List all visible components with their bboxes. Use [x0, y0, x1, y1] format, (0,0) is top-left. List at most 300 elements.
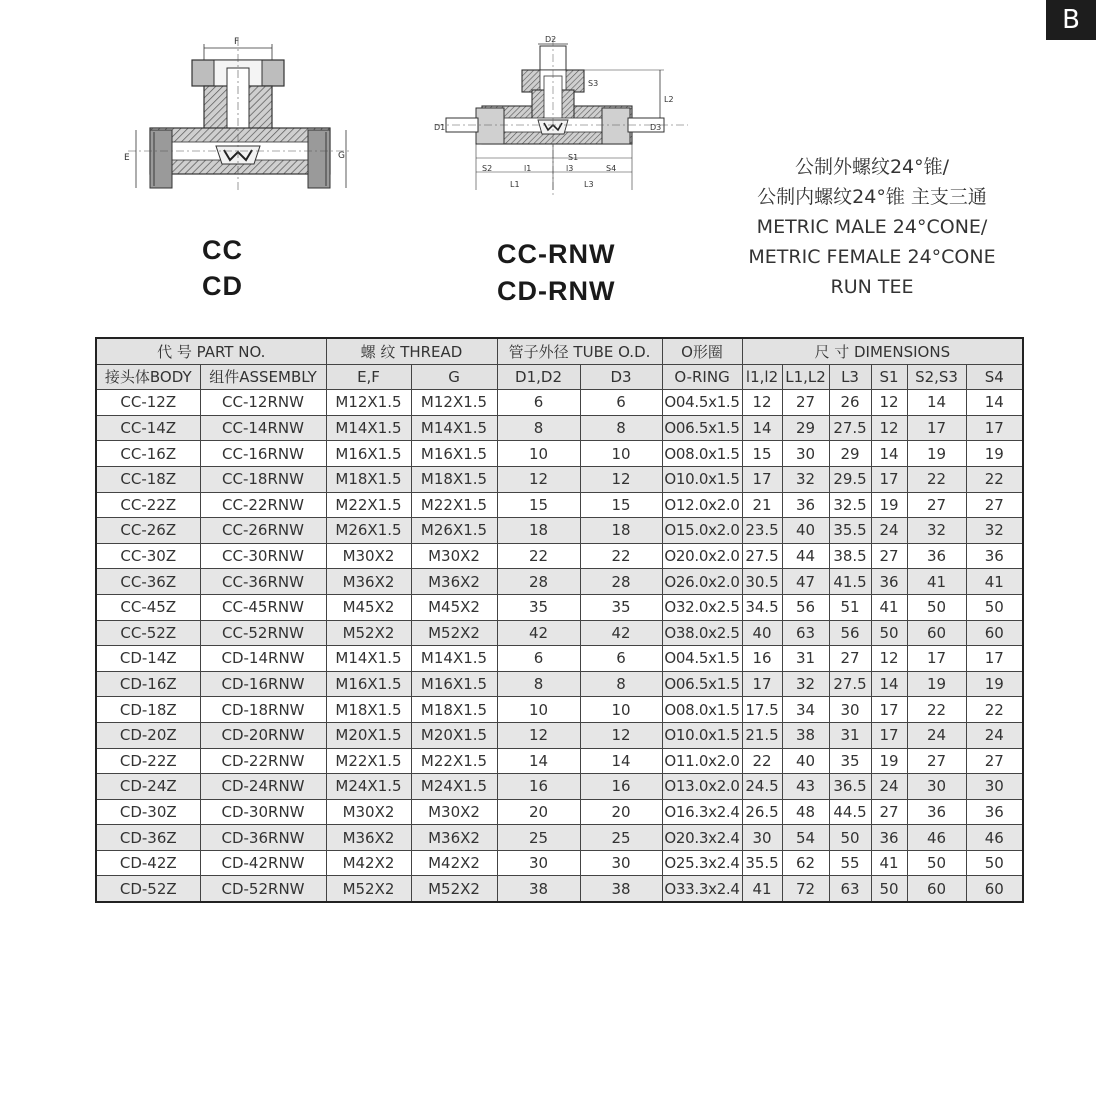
table-cell: 29 [829, 441, 871, 467]
dim-d1-label: D1 [434, 123, 446, 132]
description-line: 公制外螺纹24°锥/ [794, 156, 950, 178]
model-cc: CC [202, 235, 243, 265]
table-cell: 12 [871, 646, 907, 672]
table-cell: 27.5 [829, 671, 871, 697]
table-cell: 27 [907, 492, 966, 518]
table-cell: CC-36Z [96, 569, 200, 595]
column-header: D1,D2 [497, 364, 580, 390]
table-cell: 40 [782, 748, 829, 774]
table-cell: O12.0x2.0 [662, 492, 742, 518]
table-cell: O38.0x2.5 [662, 620, 742, 646]
table-cell: M20X1.5 [326, 722, 411, 748]
table-cell: 15 [580, 492, 662, 518]
table-cell: 34 [782, 697, 829, 723]
description-line: RUN TEE [830, 276, 914, 298]
table-cell: 17 [742, 466, 782, 492]
table-cell: 6 [497, 646, 580, 672]
table-row [96, 850, 1023, 876]
column-header: L3 [829, 364, 871, 390]
table-cell: O20.0x2.0 [662, 543, 742, 569]
table-cell: M18X1.5 [411, 466, 497, 492]
tee-assembly-drawing [432, 30, 692, 200]
table-cell: CC-22Z [96, 492, 200, 518]
table-row [96, 697, 1023, 723]
tee-body-drawing [118, 28, 363, 203]
table-cell: CD-20RNW [200, 722, 326, 748]
table-cell: O16.3x2.4 [662, 799, 742, 825]
table-cell: 16 [497, 774, 580, 800]
table-cell: 6 [580, 390, 662, 416]
table-cell: 27 [871, 799, 907, 825]
table-cell: 41 [871, 850, 907, 876]
table-cell: 38 [580, 876, 662, 902]
table-row [96, 415, 1023, 441]
header-tube-od: 管子外径 TUBE O.D. [497, 338, 662, 364]
table-row [96, 466, 1023, 492]
table-cell: CD-30RNW [200, 799, 326, 825]
table-cell: 24 [871, 518, 907, 544]
table-cell: 28 [580, 569, 662, 595]
table-cell: 8 [497, 415, 580, 441]
table-cell: 24 [871, 774, 907, 800]
table-cell: 27 [907, 748, 966, 774]
table-row [96, 825, 1023, 851]
table-cell: M36X2 [326, 825, 411, 851]
header-thread: 螺 纹 THREAD [326, 338, 497, 364]
table-cell: 17 [907, 646, 966, 672]
table-cell: 17 [966, 415, 1023, 441]
table-cell: M42X2 [411, 850, 497, 876]
table-cell: 17 [871, 697, 907, 723]
table-cell: 60 [966, 620, 1023, 646]
header-dimensions: 尺 寸 DIMENSIONS [742, 338, 1023, 364]
table-cell: 14 [966, 390, 1023, 416]
dim-d3-label: D3 [650, 123, 662, 132]
table-cell: 21 [742, 492, 782, 518]
table-cell: 38 [782, 722, 829, 748]
table-cell: M45X2 [411, 594, 497, 620]
table-cell: CC-16RNW [200, 441, 326, 467]
table-cell: 20 [497, 799, 580, 825]
table-cell: 15 [497, 492, 580, 518]
table-cell: 20 [580, 799, 662, 825]
table-row [96, 774, 1023, 800]
table-cell: 19 [871, 748, 907, 774]
table-cell: CC-45RNW [200, 594, 326, 620]
table-cell: CC-14RNW [200, 415, 326, 441]
table-cell: 16 [742, 646, 782, 672]
table-cell: 36 [871, 825, 907, 851]
table-cell: 14 [871, 441, 907, 467]
table-cell: 30 [742, 825, 782, 851]
table-cell: 14 [742, 415, 782, 441]
table-row [96, 620, 1023, 646]
table-cell: M18X1.5 [326, 697, 411, 723]
table-cell: 36 [907, 799, 966, 825]
table-cell: 29.5 [829, 466, 871, 492]
table-cell: 15 [742, 441, 782, 467]
dim-s2-label: S2 [482, 164, 493, 173]
dim-s4-label: S4 [606, 164, 617, 173]
table-cell: O15.0x2.0 [662, 518, 742, 544]
table-cell: 17 [871, 466, 907, 492]
header-part-no: 代 号 PART NO. [96, 338, 326, 364]
dim-g-label: G [338, 151, 345, 161]
table-cell: 56 [829, 620, 871, 646]
table-cell: 50 [829, 825, 871, 851]
header-oring-cn: O形圈 [662, 338, 742, 364]
table-cell: 55 [829, 850, 871, 876]
table-cell: 22 [580, 543, 662, 569]
table-cell: 8 [497, 671, 580, 697]
table-cell: 36 [907, 543, 966, 569]
table-cell: M22X1.5 [326, 492, 411, 518]
table-cell: 47 [782, 569, 829, 595]
table-cell: 44.5 [829, 799, 871, 825]
table-cell: 50 [966, 594, 1023, 620]
table-cell: 32 [966, 518, 1023, 544]
table-cell: M52X2 [326, 876, 411, 902]
table-cell: 12 [742, 390, 782, 416]
table-cell: CC-12RNW [200, 390, 326, 416]
table-cell: O06.5x1.5 [662, 415, 742, 441]
table-cell: O33.3x2.4 [662, 876, 742, 902]
table-cell: 12 [580, 722, 662, 748]
table-cell: M12X1.5 [411, 390, 497, 416]
table-row [96, 441, 1023, 467]
table-cell: 22 [966, 697, 1023, 723]
table-cell: M18X1.5 [326, 466, 411, 492]
table-cell: 14 [907, 390, 966, 416]
table-cell: 50 [907, 850, 966, 876]
table-cell: 36 [871, 569, 907, 595]
table-row [96, 518, 1023, 544]
table-cell: CC-36RNW [200, 569, 326, 595]
table-cell: M16X1.5 [411, 441, 497, 467]
table-cell: M36X2 [326, 569, 411, 595]
table-cell: 19 [966, 671, 1023, 697]
column-header: 接头体BODY [96, 364, 200, 390]
table-cell: 38 [497, 876, 580, 902]
table-cell: 41 [742, 876, 782, 902]
table-cell: 46 [966, 825, 1023, 851]
table-cell: O32.0x2.5 [662, 594, 742, 620]
table-cell: 50 [871, 876, 907, 902]
table-cell: 22 [742, 748, 782, 774]
table-cell: CD-16Z [96, 671, 200, 697]
table-cell: O13.0x2.0 [662, 774, 742, 800]
table-cell: 60 [907, 876, 966, 902]
description-line: METRIC MALE 24°CONE/ [756, 216, 988, 238]
table-cell: 10 [497, 441, 580, 467]
table-cell: 17 [742, 671, 782, 697]
column-header: S4 [966, 364, 1023, 390]
table-cell: M16X1.5 [326, 441, 411, 467]
table-cell: 72 [782, 876, 829, 902]
table-cell: 42 [497, 620, 580, 646]
dim-l3-small-label: l3 [566, 164, 574, 173]
table-cell: M24X1.5 [411, 774, 497, 800]
table-cell: CD-36Z [96, 825, 200, 851]
table-cell: 25 [580, 825, 662, 851]
table-cell: 40 [782, 518, 829, 544]
table-cell: 6 [497, 390, 580, 416]
table-cell: 17 [966, 646, 1023, 672]
table-cell: CC-12Z [96, 390, 200, 416]
table-cell: CD-14RNW [200, 646, 326, 672]
table-cell: 12 [871, 415, 907, 441]
table-cell: 50 [907, 594, 966, 620]
table-cell: 31 [829, 722, 871, 748]
table-cell: 36 [966, 799, 1023, 825]
table-cell: M52X2 [411, 876, 497, 902]
table-row [96, 569, 1023, 595]
table-cell: M45X2 [326, 594, 411, 620]
table-cell: 36 [782, 492, 829, 518]
table-row [96, 799, 1023, 825]
table-cell: 48 [782, 799, 829, 825]
column-header: S1 [871, 364, 907, 390]
table-cell: 26 [829, 390, 871, 416]
table-cell: 18 [580, 518, 662, 544]
table-cell: 50 [871, 620, 907, 646]
table-cell: 27 [829, 646, 871, 672]
table-row [96, 748, 1023, 774]
column-header: l1,l2 [742, 364, 782, 390]
table-cell: 38.5 [829, 543, 871, 569]
table-cell: CC-22RNW [200, 492, 326, 518]
table-cell: 30 [497, 850, 580, 876]
section-tab: B [1046, 0, 1096, 40]
table-cell: M14X1.5 [326, 415, 411, 441]
table-cell: CC-30Z [96, 543, 200, 569]
product-description [722, 152, 1022, 302]
dim-e-label: E [124, 153, 130, 163]
model-cc-rnw: CC-RNW [497, 239, 616, 269]
table-cell: 27.5 [742, 543, 782, 569]
table-cell: CD-24Z [96, 774, 200, 800]
table-cell: O25.3x2.4 [662, 850, 742, 876]
dim-f-label: F [234, 37, 240, 47]
table-cell: M20X1.5 [411, 722, 497, 748]
dim-d2-label: D2 [545, 35, 557, 44]
table-cell: 63 [782, 620, 829, 646]
table-cell: 23.5 [742, 518, 782, 544]
table-cell: M22X1.5 [411, 748, 497, 774]
table-cell: 18 [497, 518, 580, 544]
table-cell: 27 [871, 543, 907, 569]
table-cell: 22 [966, 466, 1023, 492]
table-cell: 17 [907, 415, 966, 441]
table-cell: M30X2 [411, 799, 497, 825]
table-row [96, 646, 1023, 672]
table-cell: CD-52RNW [200, 876, 326, 902]
table-cell: CC-18RNW [200, 466, 326, 492]
table-cell: 27 [782, 390, 829, 416]
table-cell: 41 [907, 569, 966, 595]
table-row [96, 722, 1023, 748]
table-cell: CD-52Z [96, 876, 200, 902]
table-cell: O10.0x1.5 [662, 466, 742, 492]
table-cell: 14 [497, 748, 580, 774]
table-row [96, 492, 1023, 518]
table-cell: 17.5 [742, 697, 782, 723]
table-cell: O04.5x1.5 [662, 646, 742, 672]
column-header: 组件ASSEMBLY [200, 364, 326, 390]
table-cell: 19 [907, 671, 966, 697]
column-header: D3 [580, 364, 662, 390]
table-cell: 32 [907, 518, 966, 544]
table-cell: 43 [782, 774, 829, 800]
table-cell: M18X1.5 [411, 697, 497, 723]
table-cell: 31 [782, 646, 829, 672]
table-cell: O20.3x2.4 [662, 825, 742, 851]
table-cell: 12 [580, 466, 662, 492]
table-cell: CC-52Z [96, 620, 200, 646]
table-cell: 21.5 [742, 722, 782, 748]
dim-l3-label: L3 [584, 180, 594, 189]
table-cell: 35 [497, 594, 580, 620]
table-cell: CC-45Z [96, 594, 200, 620]
model-cd: CD [202, 271, 243, 301]
table-cell: CD-24RNW [200, 774, 326, 800]
table-cell: 51 [829, 594, 871, 620]
table-cell: CC-14Z [96, 415, 200, 441]
table-cell: O08.0x1.5 [662, 697, 742, 723]
table-cell: 46 [907, 825, 966, 851]
table-cell: O11.0x2.0 [662, 748, 742, 774]
dim-s3-label: S3 [588, 79, 599, 88]
table-cell: M16X1.5 [326, 671, 411, 697]
dim-l1-small-label: l1 [524, 164, 532, 173]
table-row [96, 594, 1023, 620]
table-cell: 27 [966, 748, 1023, 774]
table-row [96, 876, 1023, 902]
table-row [96, 390, 1023, 416]
table-cell: M30X2 [411, 543, 497, 569]
table-cell: CC-26Z [96, 518, 200, 544]
table-cell: CD-18RNW [200, 697, 326, 723]
table-cell: M26X1.5 [411, 518, 497, 544]
table-cell: 24 [966, 722, 1023, 748]
table-cell: M12X1.5 [326, 390, 411, 416]
table-cell: 60 [966, 876, 1023, 902]
table-cell: 27 [966, 492, 1023, 518]
table-cell: CD-16RNW [200, 671, 326, 697]
table-cell: M14X1.5 [411, 415, 497, 441]
table-cell: M14X1.5 [326, 646, 411, 672]
table-cell: 10 [497, 697, 580, 723]
table-cell: 54 [782, 825, 829, 851]
table-cell: 35 [829, 748, 871, 774]
table-cell: CD-22Z [96, 748, 200, 774]
dim-l1-label: L1 [510, 180, 520, 189]
model-cd-rnw: CD-RNW [497, 276, 616, 306]
description-line: 公制内螺纹24°锥 主支三通 [757, 186, 987, 208]
table-cell: 41 [966, 569, 1023, 595]
column-header: L1,L2 [782, 364, 829, 390]
table-cell: 30.5 [742, 569, 782, 595]
table-cell: M14X1.5 [411, 646, 497, 672]
table-cell: CD-42RNW [200, 850, 326, 876]
table-cell: M24X1.5 [326, 774, 411, 800]
table-cell: O10.0x1.5 [662, 722, 742, 748]
table-cell: 32 [782, 466, 829, 492]
table-cell: M30X2 [326, 543, 411, 569]
table-cell: 35 [580, 594, 662, 620]
table-cell: CC-30RNW [200, 543, 326, 569]
column-header: E,F [326, 364, 411, 390]
table-cell: 36 [966, 543, 1023, 569]
table-cell: CC-26RNW [200, 518, 326, 544]
table-cell: 56 [782, 594, 829, 620]
column-header: O-RING [662, 364, 742, 390]
table-cell: 41.5 [829, 569, 871, 595]
table-cell: 8 [580, 415, 662, 441]
column-header: G [411, 364, 497, 390]
table-cell: 62 [782, 850, 829, 876]
table-cell: 6 [580, 646, 662, 672]
dim-l2-label: L2 [664, 95, 674, 104]
description-line: METRIC FEMALE 24°CONE [748, 246, 996, 268]
table-cell: 22 [497, 543, 580, 569]
table-cell: CD-42Z [96, 850, 200, 876]
table-cell: O04.5x1.5 [662, 390, 742, 416]
table-cell: 16 [580, 774, 662, 800]
table-cell: 14 [580, 748, 662, 774]
table-row [96, 671, 1023, 697]
table-cell: 12 [497, 466, 580, 492]
table-cell: M36X2 [411, 569, 497, 595]
table-row [96, 543, 1023, 569]
table-cell: 10 [580, 697, 662, 723]
table-cell: 60 [907, 620, 966, 646]
table-cell: 26.5 [742, 799, 782, 825]
table-cell: 50 [966, 850, 1023, 876]
table-cell: 30 [829, 697, 871, 723]
table-cell: 34.5 [742, 594, 782, 620]
table-cell: 19 [907, 441, 966, 467]
table-cell: 12 [871, 390, 907, 416]
table-cell: CD-30Z [96, 799, 200, 825]
table-cell: O08.0x1.5 [662, 441, 742, 467]
table-cell: 19 [871, 492, 907, 518]
table-cell: 8 [580, 671, 662, 697]
table-cell: 36.5 [829, 774, 871, 800]
table-cell: M52X2 [411, 620, 497, 646]
table-cell: 14 [871, 671, 907, 697]
table-cell: CD-22RNW [200, 748, 326, 774]
table-cell: 19 [966, 441, 1023, 467]
dim-s1-label: S1 [568, 153, 579, 162]
table-cell: 30 [782, 441, 829, 467]
table-cell: CD-36RNW [200, 825, 326, 851]
table-cell: M16X1.5 [411, 671, 497, 697]
table-cell: 25 [497, 825, 580, 851]
table-cell: 44 [782, 543, 829, 569]
table-cell: 35.5 [742, 850, 782, 876]
table-cell: 29 [782, 415, 829, 441]
table-cell: 27.5 [829, 415, 871, 441]
table-cell: 30 [580, 850, 662, 876]
table-cell: 30 [966, 774, 1023, 800]
table-cell: 22 [907, 466, 966, 492]
table-cell: CD-18Z [96, 697, 200, 723]
table-cell: 17 [871, 722, 907, 748]
table-cell: 22 [907, 697, 966, 723]
table-cell: 63 [829, 876, 871, 902]
table-cell: 32 [782, 671, 829, 697]
